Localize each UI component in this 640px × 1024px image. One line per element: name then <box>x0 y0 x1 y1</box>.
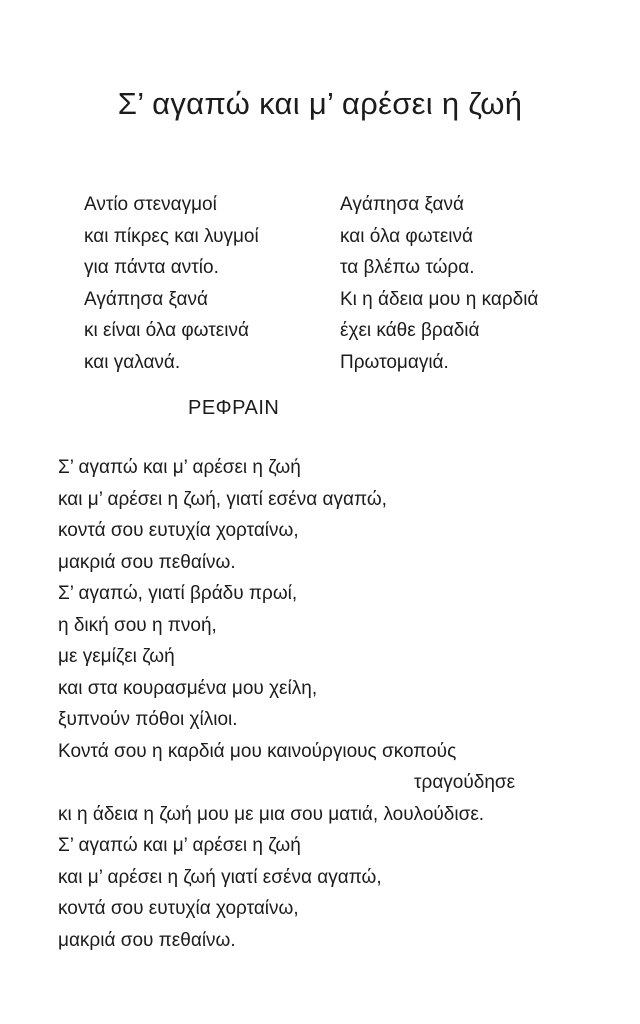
refrain-line: Σ’ αγαπώ, γιατί βράδυ πρωί, <box>58 583 298 604</box>
refrain-line: Σ’ αγαπώ και μ’ αρέσει η ζωή <box>58 835 301 856</box>
verse-line: Κι η άδεια μου η καρδιά <box>340 288 539 310</box>
refrain-line: ξυπνούν πόθοι χίλιοι. <box>58 709 238 730</box>
verse-line: Αγάπησα ξανά <box>340 194 464 215</box>
refrain-line: και μ’ αρέσει η ζωή, γιατί εσένα αγαπώ, <box>58 488 387 510</box>
verse-line: Αγάπησα ξανά <box>84 288 208 310</box>
refrain-line-continuation: τραγούδησε <box>414 772 516 793</box>
refrain-line: μακριά σου πεθαίνω. <box>58 929 236 951</box>
refrain-line: κοντά σου ευτυχία χορταίνω, <box>58 898 299 919</box>
verse-line: και όλα φωτεινά <box>340 225 473 247</box>
refrain-block <box>58 452 515 956</box>
verse-line: Πρωτομαγιά. <box>340 351 449 373</box>
verse-right-column <box>340 189 538 378</box>
verse-left-column <box>84 189 259 378</box>
verse-line: και πίκρες και λυγμοί <box>84 225 259 247</box>
refrain-line: Κοντά σου η καρδιά μου καινούργιους σκοπούς <box>58 740 457 762</box>
refrain-heading: ΡΕΦΡΑΙΝ <box>188 397 280 419</box>
refrain-line: με γεμίζει ζωή <box>58 646 175 667</box>
verse-line: Αντίο στεναγμοί <box>84 194 217 215</box>
refrain-line: και στα κουρασμένα μου χείλη, <box>58 677 318 699</box>
verse-line: έχει κάθε βραδιά <box>340 320 480 341</box>
refrain-line: και μ’ αρέσει η ζωή γιατί εσένα αγαπώ, <box>58 866 382 888</box>
verse-line: τα βλέπω τώρα. <box>340 257 475 278</box>
refrain-line: Σ’ αγαπώ και μ’ αρέσει η ζωή <box>58 457 301 478</box>
refrain-line: κοντά σου ευτυχία χορταίνω, <box>58 520 299 541</box>
verse-line: κι είναι όλα φωτεινά <box>84 320 249 341</box>
verse-line: για πάντα αντίο. <box>84 257 219 278</box>
verse-line: και γαλανά. <box>84 351 181 373</box>
refrain-line: μακριά σου πεθαίνω. <box>58 551 236 573</box>
song-title: Σ’ αγαπώ και μ’ αρέσει η ζωή <box>117 86 523 121</box>
refrain-line: η δική σου η πνοή, <box>58 614 217 636</box>
refrain-line: κι η άδεια η ζωή μου με μια σου ματιά, λουλούδισε. <box>58 803 485 825</box>
